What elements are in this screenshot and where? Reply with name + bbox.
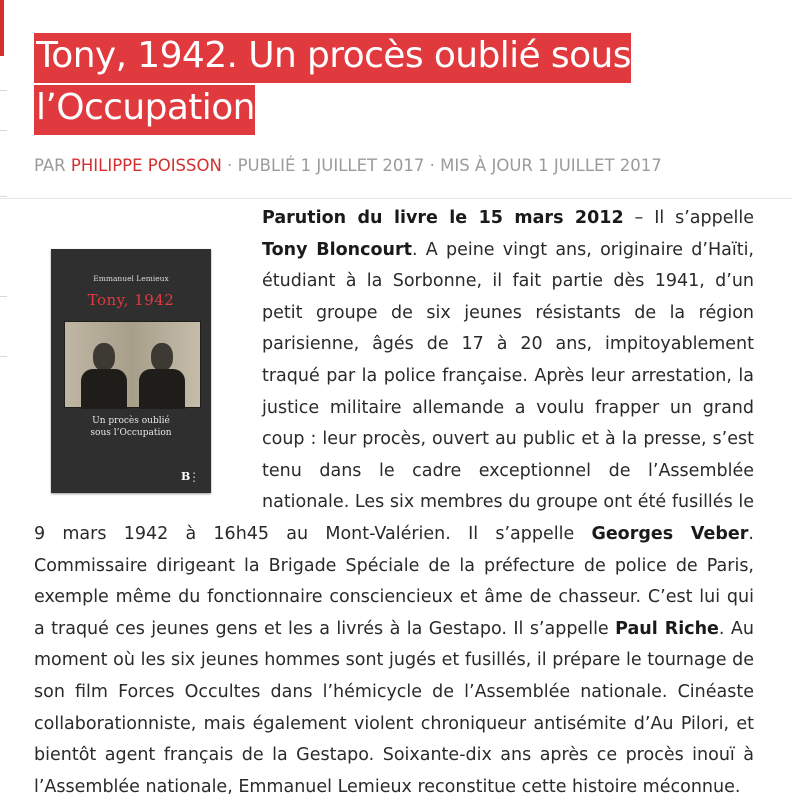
meta-divider: [0, 198, 792, 199]
left-margin-ticks: [0, 0, 12, 777]
publisher-logo: [181, 469, 201, 485]
article-text-3: . Commissaire dirigeant la Brigade Spéciale de la préfecture de police de Paris, exemple même du fonctionnaire consciencieux et âme de chasseur. C’est lui qui a traqué ces jeunes gens et les a livrés à la Gestapo. Il s’appelle: [34, 523, 754, 639]
person-name-paul-riche: Paul Riche: [615, 618, 719, 639]
cover-subtitle-line-2: sous l’Occupation: [90, 428, 172, 438]
mugshot-front: [137, 335, 187, 407]
meta-by-label: PAR: [34, 156, 66, 175]
meta-separator: ·: [424, 156, 441, 175]
mugshot-profile: [79, 335, 129, 407]
publisher-mark: B: [181, 470, 191, 483]
post-title[interactable]: [34, 30, 654, 134]
cover-author: Emmanuel Lemieux: [93, 274, 169, 283]
cover-subtitle-line-1: Un procès oublié: [92, 416, 170, 426]
article-text-1: – Il s’appelle: [623, 208, 754, 228]
meta-separator: ·: [221, 156, 238, 175]
article-body: [34, 203, 754, 803]
cover-title: Tony, 1942: [87, 291, 175, 309]
article-text-2: . A peine vingt ans, originaire d’Haïti, étudiant à la Sorbonne, il fait partie dès 1941, d’un petit groupe de six jeunes résistants de la région parisienne, âgés de 17 à 20 ans, impitoyablement traqué par la police française. Après leur arrestation, la justice militaire allemande a voulu frapper un grand coup : leur procès, ouvert au public et à la presse, s’est tenu dans le cadre exceptionnel de l’Assemblée nationale. Les six membres du groupe ont été fusillés le 9 mars 1942 à 16h45 au Mont-Valérien. Il s’appelle: [34, 239, 754, 544]
post-title-text[interactable]: Tony, 1942. Un procès oublié sous l’Occupation: [34, 33, 631, 135]
post-meta: [34, 156, 774, 175]
person-name-georges-veber: Georges Veber: [591, 523, 749, 544]
release-date-lead: Parution du livre le 15 mars 2012: [262, 208, 624, 228]
cover-subtitle: [51, 415, 211, 439]
updated-date: MIS À JOUR 1 JUILLET 2017: [440, 156, 662, 175]
cover-mugshot-photo: [64, 321, 201, 408]
published-date: PUBLIÉ 1 JUILLET 2017: [237, 156, 425, 175]
publisher-logo-lines: ▪ ▪ ▪: [193, 471, 196, 483]
article-text-4: . Au moment où les six jeunes hommes sont jugés et fusillés, il prépare le tournage de son film Forces Occultes dans l’hémicycle de l’Assemblée nationale. Cinéaste collaborationniste, mais également violent chroniqueur antisémite d’Au Pilori, et bientôt agent français de la Gestapo. Soixante-dix ans après ce procès inouï à l’Assemblée nationale, Emmanuel Lemieux reconstitue cette histoire méconnue.: [34, 618, 754, 797]
person-name-tony-bloncourt: Tony Bloncourt: [262, 239, 412, 260]
book-cover-image[interactable]: [51, 249, 211, 493]
author-link[interactable]: PHILIPPE POISSON: [70, 156, 222, 175]
